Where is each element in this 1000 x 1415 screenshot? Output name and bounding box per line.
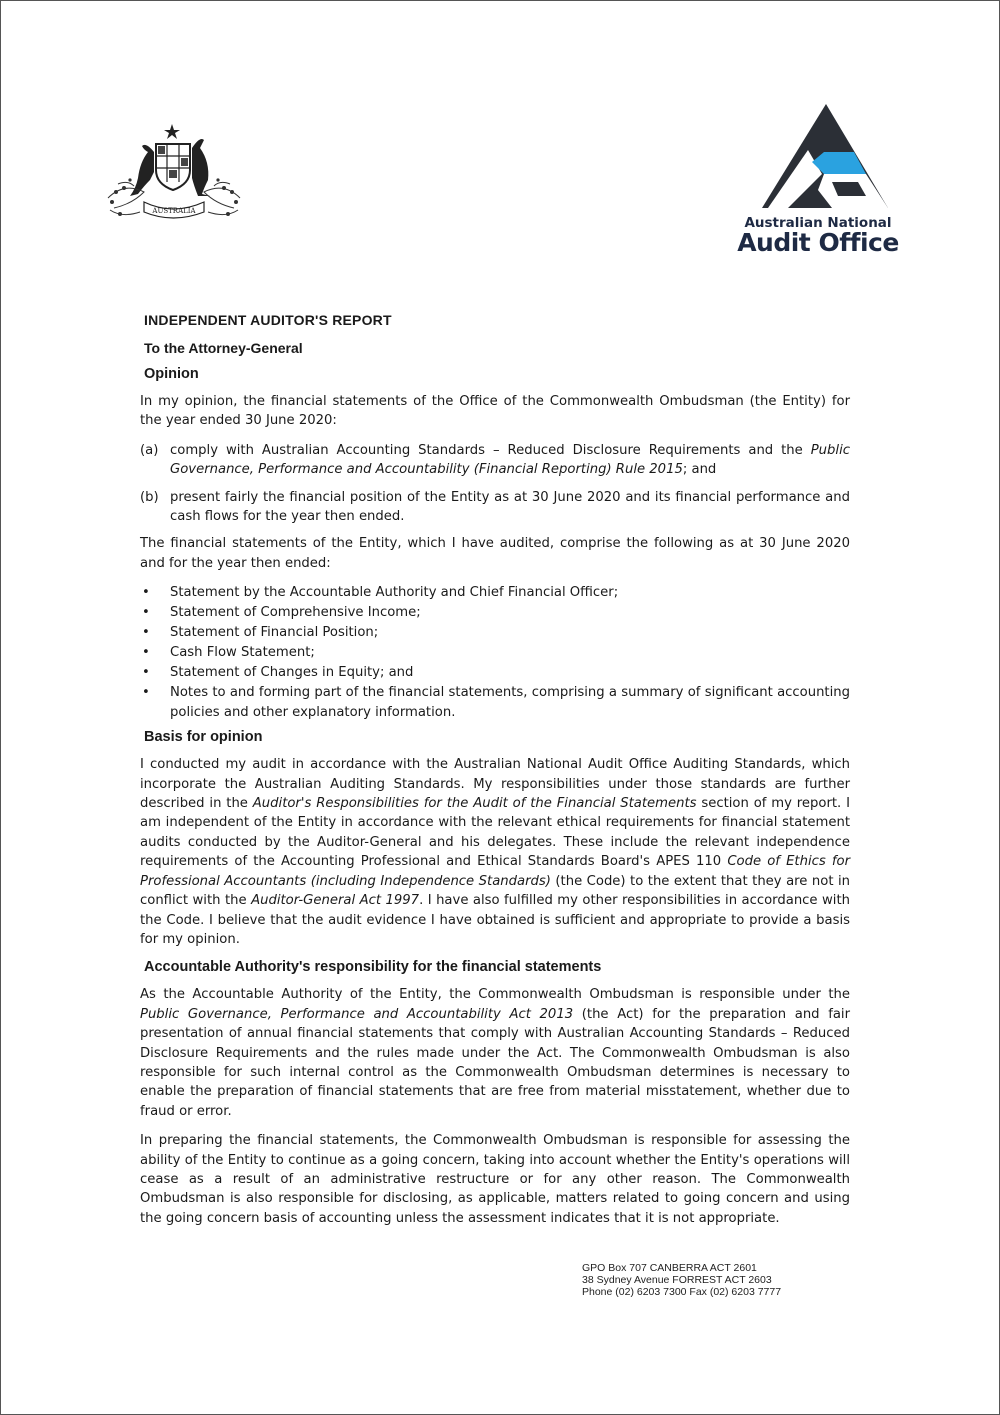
anao-name-line2: Audit Office: [737, 228, 899, 257]
list-item: • Notes to and forming part of the financial statements, comprising a summary of significant accounting policies and other explanatory information.: [142, 685, 850, 721]
opinion-item-b: [140, 488, 850, 527]
item-a-label: (a): [140, 442, 159, 458]
item-b-text: present fairly the financial position of the Entity as at 30 June 2020 and its financial performance and cash flows for the year then ended.: [170, 489, 850, 525]
anao-logo: [728, 102, 908, 262]
basis-heading: Basis for opinion: [144, 729, 263, 746]
responsibility-paragraph-1: As the Accountable Authority of the Entity, the Commonwealth Ombudsman is responsible under the Public Governance, Performance and Accountability Act 2013 (the Act) for the preparation and fair presentation of annual financial statements that comply with Australian Accounting Standards – Reduced Disclosure Requirements and the rules made under the Act. The Commonwealth Ombudsman is also responsible for such internal control as the Commonwealth Ombudsman determines is necessary to enable the preparation of financial statements that are free from material misstatement, whether due to fraud or error.: [140, 987, 851, 1119]
statements-list: [140, 583, 850, 723]
coat-of-arms-icon: [104, 122, 244, 222]
footer-line: 38 Sydney Avenue FORREST ACT 2603: [582, 1274, 772, 1286]
footer-address: [582, 1262, 781, 1298]
opinion-heading: Opinion: [144, 366, 199, 382]
opinion-intro: In my opinion, the financial statements of the Office of the Commonwealth Ombudsman (the Entity) for the year ended 30 June 2020:: [140, 394, 850, 429]
anao-name-line1: Australian National: [744, 215, 892, 231]
list-item: • Statement by the Accountable Authority and Chief Financial Officer;: [142, 585, 619, 601]
anao-triangle-icon: [728, 102, 908, 214]
addressee: To the Attorney-General: [144, 340, 303, 356]
statements-comprise: The financial statements of the Entity, which I have audited, comprise the following as at 30 June 2020 and for the year then ended:: [140, 536, 850, 571]
item-a-text: comply with Australian Accounting Standards – Reduced Disclosure Requirements and the Public Governance, Performance and Accountability (Financial Reporting) Rule 2015; and: [170, 442, 850, 478]
responsibility-paragraph-2: In preparing the financial statements, the Commonwealth Ombudsman is responsible for assessing the ability of the Entity to continue as a going concern, taking into account whether the Entity's operations will cease as a result of an administrative restructure or for any other reason. The Commonwealth Ombudsman is also responsible for disclosing, as applicable, matters related to going concern and using the going concern basis of accounting unless the assessment indicates that it is not appropriate.: [140, 1133, 850, 1226]
crest-scroll-text: AUSTRALIA: [152, 207, 196, 215]
responsibility-heading: Accountable Authority's responsibility for the financial statements: [144, 959, 602, 976]
opinion-item-a: [140, 441, 850, 480]
item-b-label: (b): [140, 489, 159, 505]
basis-paragraph: I conducted my audit in accordance with the Australian National Audit Office Auditing Standards, which incorporate the Australian Auditing Standards. My responsibilities under those standards are further described in the Auditor's Responsibilities for the Audit of the Financial Statements section of my report. I am independent of the Entity in accordance with the relevant ethical requirements for financial statement audits conducted by the Auditor-General and his delegates. These include the relevant independence requirements of the Accounting Professional and Ethical Standards Board's APES 110 Code of Ethics for Professional Accountants (including Independence Standards) (the Code) to the extent that they are not in conflict with the Auditor-General Act 1997. I have also fulfilled my other responsibilities in accordance with the Code. I believe that the audit evidence I have obtained is sufficient and appropriate to provide a basis for my opinion.: [140, 757, 850, 947]
list-item: • Cash Flow Statement;: [142, 645, 315, 661]
list-item: • Statement of Financial Position;: [142, 625, 379, 641]
report-body: [140, 312, 850, 1238]
list-item: • Statement of Comprehensive Income;: [142, 605, 421, 621]
footer-line: Phone (02) 6203 7300 Fax (02) 6203 7777: [582, 1286, 782, 1298]
list-item: • Statement of Changes in Equity; and: [142, 665, 414, 681]
report-title: INDEPENDENT AUDITOR'S REPORT: [144, 312, 392, 328]
footer-line: GPO Box 707 CANBERRA ACT 2601: [582, 1262, 757, 1274]
